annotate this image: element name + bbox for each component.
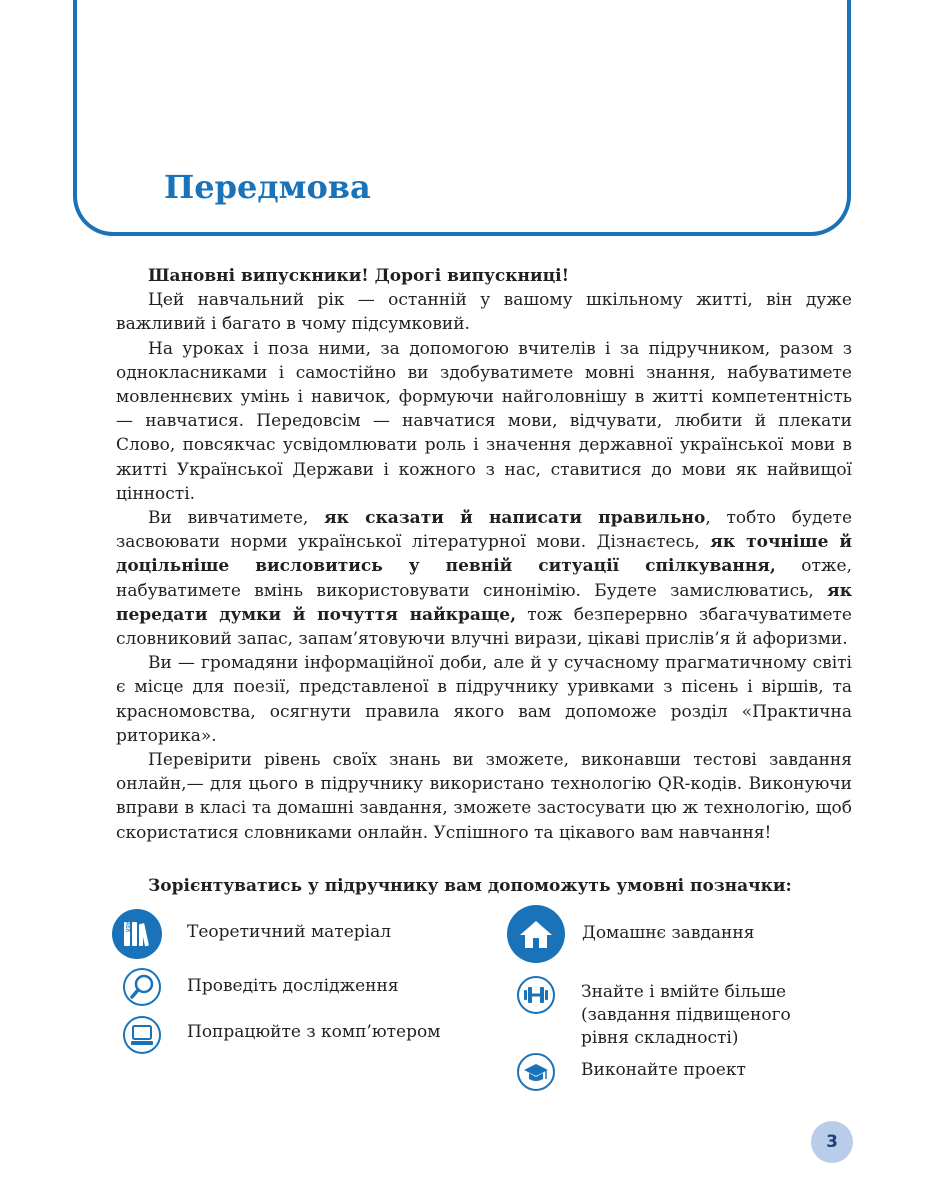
paragraph-3-bold: як передати думки й почуття найкраще, [116,580,852,625]
legend-item-advanced [516,975,831,1050]
paragraph-1: Цей навчальний рік — останній у вашому шкільному житті, він дуже важливий і багато в чому підсумковий. [116,290,852,335]
paragraph-3 [116,506,852,651]
legend-label: Домашнє завдання [582,923,755,943]
graduation-cap-icon [516,1052,556,1092]
greeting: Шановні випускники! Дорогі випускниці! [148,266,570,286]
books-icon-letters: АБВ [124,921,130,933]
books-icon [112,909,162,959]
legend-label: Теоретичний матеріал [187,922,392,942]
legend-item-computer [122,1015,447,1055]
legend-label: Проведіть дослідження [187,976,399,996]
paragraph-3-part: тож безперервно збагачуватимете словниковий запас, запам’ятовуючи влучні вирази, цікаві прислів’я й афоризми. [116,604,852,650]
computer-icon [122,1015,162,1055]
page-title: Передмова [164,168,371,206]
paragraph-3-bold: як сказати й написати правильно [324,508,706,529]
legend-item-project [516,1052,746,1092]
paragraph-5: Перевірити рівень своїх знань ви зможете, виконавши тестові завдання онлайн,— для цього в підручнику використано технологію QR-кодів. Виконуючи вправи в класі та домашні завдання, зможете застосувати цю ж технологію, щоб скористатися словниками онлайн. Успішного та цікавого вам навчання! [116,750,852,843]
paragraph-3-bold: як точніше й доцільніше висловитись у певній ситуації спілкування, [116,532,852,577]
page-number: 3 [811,1121,853,1163]
legend-label: Виконайте проект [581,1060,746,1080]
legend-label: Знайте і вмійте більше (завдання підвищеного рівня складності) [581,982,791,1048]
paragraph-3-part: , тобто будете засвоювати норми української літературної мови. Дізнаєтесь, [116,508,852,553]
legend-item-research [122,967,399,1007]
paragraph-2: На уроках і поза ними, за допомогою вчителів і за підручником, разом з однокласниками і самостійно ви здобуватимете мовні знання, набуватимете мовленнєвих умінь і навичок, формуючи найголовнішу в житті компетентність — навчатися. Передовсім — навчатися мови, відчувати, любити й плекати Слово, повсякчас усвідомлювати роль і значення державної української мови в житті Української Держави і кожного з нас, ставитися до мови як найвищої цінності. [116,338,852,504]
legend-item-theory [112,909,391,959]
house-icon [507,905,565,963]
paragraph-4: Ви — громадяни інформаційної доби, але й у сучасному прагматичному світі є місце для поезії, представленої в підручнику уривками з пісень і віршів, та красномовства, осягнути правила якого вам допоможе розділ «Практична риторика». [116,653,852,746]
paragraph-3-part: Ви вивчатимете, [148,508,325,529]
legend-label: Попрацюйте з комп’ютером [187,1022,441,1042]
dumbbell-icon [516,975,556,1015]
legend-item-homework [507,905,754,963]
paragraph-3-part: отже, набуватимете вмінь використовувати синонімію. Будете замислюватись, [116,556,852,601]
preface-text [116,264,852,845]
magnifier-icon [122,967,162,1007]
legend-title: Зорієнтуватись у підручнику вам допоможуть умовні позначки: [148,876,792,896]
